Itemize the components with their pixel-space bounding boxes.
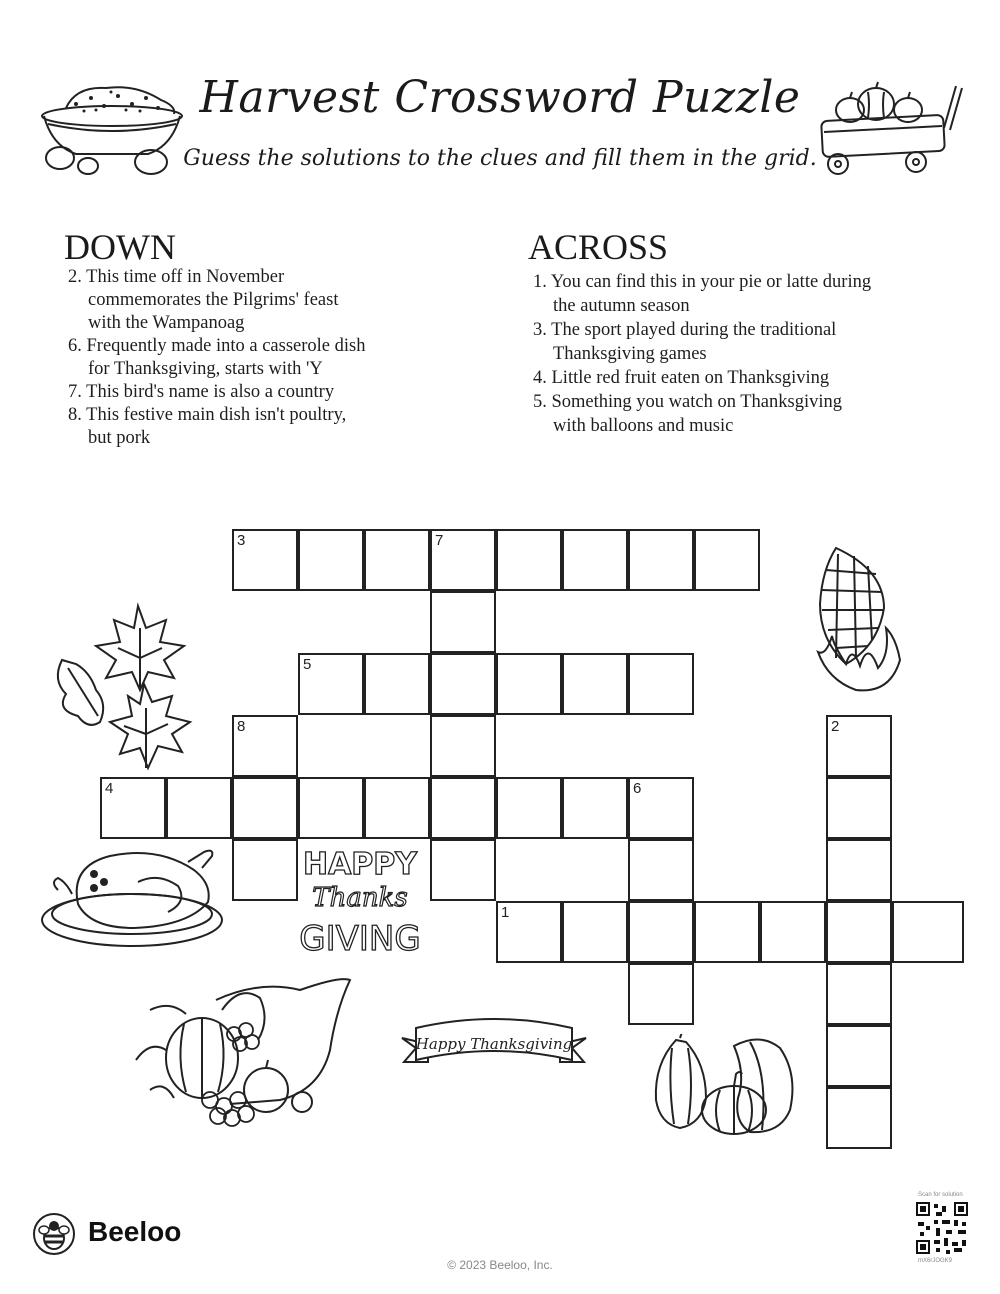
clue-number: 3	[237, 532, 246, 549]
brand-name: Beeloo	[88, 1216, 182, 1247]
grid-cell[interactable]	[826, 1087, 892, 1149]
grid-cell[interactable]	[496, 777, 562, 839]
grid-cell[interactable]	[298, 777, 364, 839]
happy-thanksgiving-lettering	[296, 842, 426, 956]
grid-cell[interactable]	[364, 777, 430, 839]
grid-cell[interactable]	[430, 653, 496, 715]
down-heading: DOWN	[64, 227, 176, 267]
grid-cell[interactable]	[298, 653, 364, 715]
qr-caption: Scan for solution	[918, 1192, 963, 1198]
clue-number: 7	[435, 532, 444, 549]
grid-cell[interactable]	[298, 529, 364, 591]
clue-number: 5	[303, 656, 312, 673]
clue-number: 2	[831, 718, 840, 735]
grid-cell[interactable]	[826, 777, 892, 839]
grid-cell[interactable]	[694, 901, 760, 963]
grid-cell[interactable]	[562, 653, 628, 715]
grid-cell[interactable]	[496, 653, 562, 715]
pumpkins-icon	[650, 1034, 798, 1138]
lettering-thanks: Thanks	[312, 883, 408, 913]
grid-cell[interactable]	[562, 529, 628, 591]
grid-cell[interactable]	[430, 839, 496, 901]
brand-logo	[32, 1212, 202, 1256]
bee-logo-icon	[32, 1212, 76, 1256]
grid-cell[interactable]	[628, 963, 694, 1025]
grid-cell[interactable]	[232, 839, 298, 901]
page-title: Harvest Crossword Puzzle	[199, 72, 801, 123]
grid-cell[interactable]	[430, 529, 496, 591]
lettering-giving: GIVING	[299, 919, 421, 956]
grid-cell[interactable]	[826, 901, 892, 963]
clue-number: 4	[105, 780, 114, 797]
grid-cell[interactable]	[826, 1025, 892, 1087]
grid-cell[interactable]	[232, 715, 298, 777]
grid-cell[interactable]	[628, 653, 694, 715]
grid-cell[interactable]	[892, 901, 964, 963]
grid-cell[interactable]	[430, 777, 496, 839]
grid-cell[interactable]	[826, 963, 892, 1025]
grid-cell[interactable]	[826, 839, 892, 901]
qr-code-text: mX6rJOGK9	[918, 1258, 953, 1264]
grid-cell[interactable]	[562, 777, 628, 839]
qr-code-icon[interactable]	[916, 1202, 968, 1254]
down-clue-8: 8. This festive main dish isn't poultry, but pork	[68, 405, 347, 448]
grid-cell[interactable]	[628, 839, 694, 901]
banner-text: Happy Thanksgiving	[415, 1035, 573, 1053]
grid-cell[interactable]	[100, 777, 166, 839]
across-clue-4: 4. Little red fruit eaten on Thanksgiving	[533, 368, 830, 388]
grid-cell[interactable]	[430, 715, 496, 777]
clue-number: 8	[237, 718, 246, 735]
clue-number: 6	[633, 780, 642, 797]
grid-cell[interactable]	[562, 901, 628, 963]
down-clue-7: 7. This bird's name is also a country	[68, 382, 335, 402]
grid-cell[interactable]	[496, 901, 562, 963]
grid-cell[interactable]	[628, 901, 694, 963]
grid-cell[interactable]	[826, 715, 892, 777]
across-clue-3: 3. The sport played during the traditional Thanksgiving games	[533, 320, 837, 364]
grid-cell[interactable]	[628, 777, 694, 839]
grid-cell[interactable]	[232, 529, 298, 591]
corn-icon	[806, 540, 916, 710]
across-heading: ACROSS	[528, 227, 669, 267]
copyright: © 2023 Beeloo, Inc.	[447, 1258, 553, 1272]
autumn-leaves-icon	[48, 598, 218, 773]
grid-cell[interactable]	[232, 777, 298, 839]
down-clue-6: 6. Frequently made into a casserole dish for Thanksgiving, starts with 'Y	[68, 336, 366, 379]
roast-turkey-icon	[38, 842, 228, 954]
grid-cell[interactable]	[760, 901, 826, 963]
grid-cell[interactable]	[364, 529, 430, 591]
grid-cell[interactable]	[628, 529, 694, 591]
grid-cell[interactable]	[364, 653, 430, 715]
down-clue-2: 2. This time off in November commemorates the Pilgrims' feast with the Wampanoag	[68, 267, 339, 333]
lettering-happy: HAPPY	[302, 847, 418, 882]
page-subtitle: Guess the solutions to the clues and fill them in the grid.	[183, 146, 817, 171]
grid-cell[interactable]	[496, 529, 562, 591]
grid-cell[interactable]	[166, 777, 232, 839]
across-clue-5: 5. Something you watch on Thanksgiving with balloons and music	[533, 392, 842, 436]
happy-thanksgiving-banner	[394, 1008, 594, 1080]
grid-cell[interactable]	[694, 529, 760, 591]
clue-number: 1	[501, 904, 510, 921]
across-clue-1: 1. You can find this in your pie or latte during the autumn season	[533, 272, 872, 316]
grid-cell[interactable]	[430, 591, 496, 653]
cornucopia-icon	[130, 970, 360, 1132]
